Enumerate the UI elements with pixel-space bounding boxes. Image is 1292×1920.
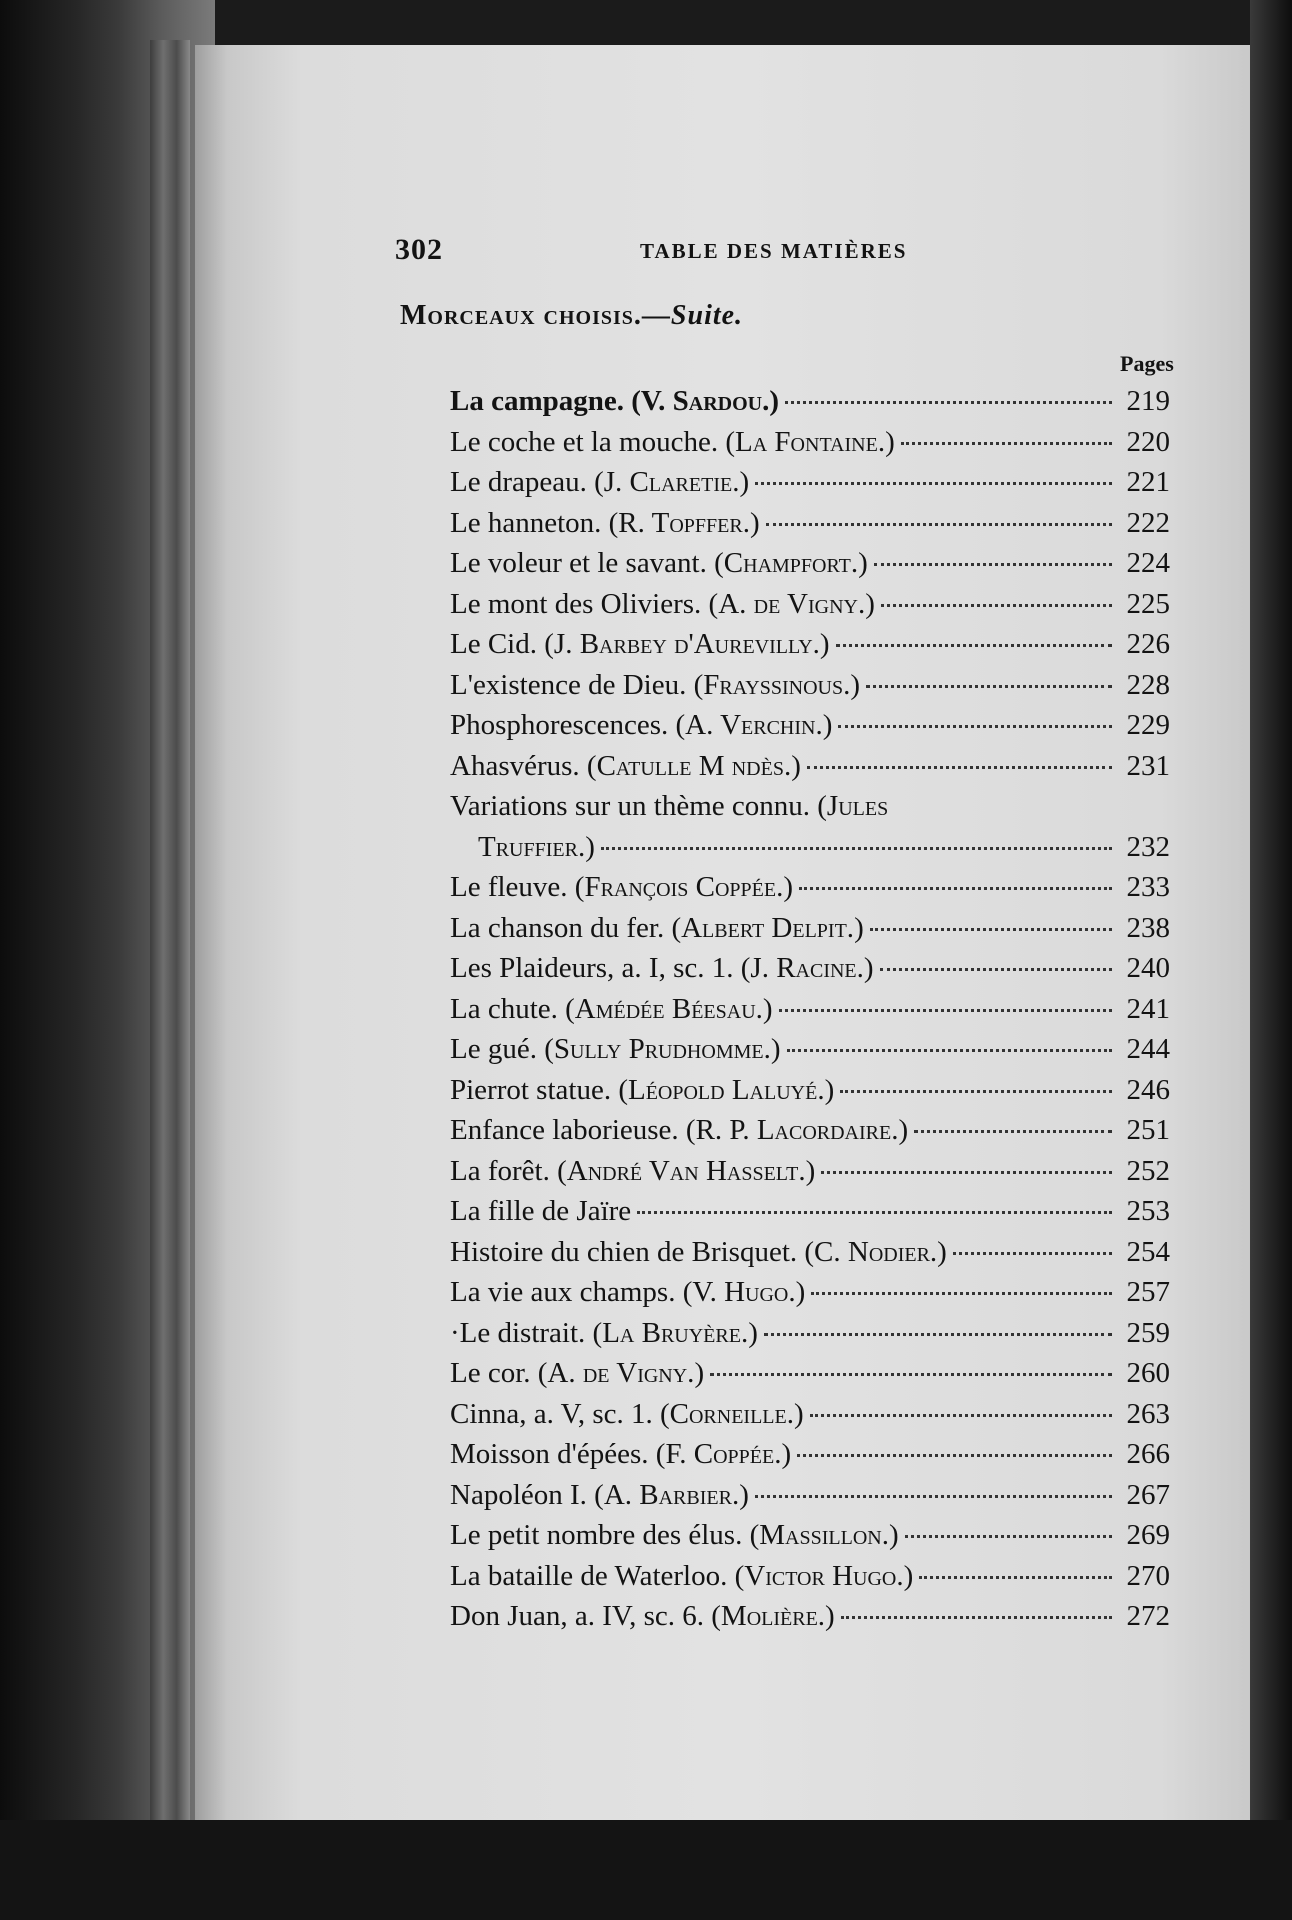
toc-entry-close: ) [762,992,773,1025]
toc-entry-page: 252 [1126,1154,1170,1187]
toc-entry-close: ) [819,628,830,660]
toc-entry-text: Le mont des Oliviers. ( [450,587,719,620]
toc-entry-page: 254 [1126,1235,1170,1268]
toc-entry-title [450,1434,791,1475]
toc-entry-author: Catulle M ndès. [596,749,792,782]
toc-entry-text: Pierrot statue. ( [450,1073,628,1106]
toc-entry-text: Le drapeau. ( [450,466,604,498]
dot-leader [755,481,1112,485]
toc-entry-title [450,786,888,827]
toc-entry [450,584,1170,625]
toc-entry-author: Léopold Laluyé. [627,1073,825,1106]
toc-entry [450,503,1170,544]
toc-entry-title [450,1191,631,1232]
toc-entry-page: 226 [1126,628,1170,660]
toc-entry-title [450,1313,758,1354]
toc-entry-text: Phosphorescences. ( [450,709,686,741]
toc-entry-title [450,503,760,544]
toc-entry [450,1029,1170,1070]
toc-entry-page: 257 [1126,1276,1170,1308]
toc-entry-author: C. Nodier. [814,1235,938,1268]
toc-entry-page: 219 [1126,385,1170,417]
toc-entry-title [450,746,801,787]
running-title: TABLE DES MATIÈRES [640,239,908,263]
dot-leader [881,603,1112,607]
dot-leader [710,1372,1112,1376]
toc-entry [450,1070,1170,1111]
toc-entry-author: Massillon. [759,1519,889,1551]
toc-entry-title [450,705,832,746]
toc-entry-page: 240 [1126,952,1170,984]
toc-entry-title [450,908,864,949]
dot-leader [840,1089,1112,1093]
toc-entry-page: 263 [1126,1397,1170,1430]
toc-entry-page: 233 [1126,871,1170,903]
toc-entry-text: Le gué. ( [450,1033,554,1065]
toc-entry-page: 228 [1126,668,1170,701]
toc-entry [450,422,1170,463]
toc-entry-close: ) [791,749,801,782]
toc-entry [450,1394,1170,1435]
toc-entry [450,1313,1170,1354]
toc-entry-title [450,543,868,584]
running-head [395,233,1175,283]
toc-entry-title [478,827,595,868]
toc-entry-close: ) [937,1235,947,1268]
toc-entry-title [450,1151,815,1192]
section-heading-suffix: Suite. [670,300,744,331]
toc-entry [450,1232,1170,1273]
toc-entry-page: 272 [1126,1600,1170,1632]
toc-entry-close: ) [854,911,864,944]
toc-entry-text: ·Le distrait. ( [450,1316,603,1349]
toc-entry [450,462,1170,503]
toc-entry-page: 229 [1126,709,1170,741]
toc-entry-page: 222 [1126,506,1170,539]
toc-entry [450,867,1170,908]
toc-entry-author: A. Verchin. [685,709,823,741]
toc-entry-author: Amédée Béesau. [574,992,763,1025]
toc-entry-author: Truffier. [478,830,586,863]
toc-entry-page: 253 [1126,1195,1170,1227]
page-number: 302 [395,233,443,266]
toc-entry-author: F. Coppée. [665,1438,782,1470]
toc-entry-close: ) [858,547,868,579]
dot-leader [797,1453,1112,1457]
dot-leader [799,886,1112,890]
toc-entry [450,705,1170,746]
toc-entry-page: 251 [1126,1114,1170,1146]
table-of-contents [450,381,1170,1637]
toc-entry-title [450,584,875,625]
toc-entry-text: La chanson du fer. ( [450,911,682,944]
toc-entry-text: La fille de Jaïre [450,1195,632,1227]
toc-entry-text: Le fleuve. ( [450,871,585,903]
toc-entry-author: Frayssinous. [703,668,851,701]
toc-entry-title [450,381,779,422]
toc-entry-page: 259 [1126,1316,1170,1349]
dot-leader [836,643,1112,647]
page-content [195,45,1267,1845]
dot-leader [764,1332,1112,1336]
toc-entry-author: J. Barbey d'Aurevilly. [553,628,820,660]
toc-entry-page: 266 [1126,1438,1170,1470]
toc-entry [450,827,1170,868]
toc-entry-author: André Van Hasselt. [566,1154,806,1187]
toc-entry-author: R. P. Lacordaire. [695,1114,899,1146]
toc-entry-page: 267 [1126,1478,1170,1511]
toc-entry [450,543,1170,584]
toc-entry-close: ) [783,871,794,903]
toc-entry-close: ) [769,385,780,417]
toc-entry-title [450,989,773,1030]
toc-entry-author: Albert Delpit. [681,911,855,944]
dot-leader [901,441,1112,445]
dot-leader [755,1494,1112,1498]
toc-entry-title [450,1596,835,1637]
toc-entry [450,1556,1170,1597]
toc-entry-text: Ahasvérus. ( [450,749,597,782]
toc-entry-close: ) [781,1438,792,1470]
toc-entry [450,1596,1170,1637]
toc-entry-page: 225 [1126,587,1170,620]
toc-entry-text: La bataille de Waterloo. ( [450,1559,745,1592]
toc-entry-author: Jules [826,790,889,822]
toc-entry [450,381,1170,422]
toc-entry [450,746,1170,787]
toc-entry-author: Sully Prudhomme. [553,1033,771,1065]
dot-leader [637,1210,1112,1214]
toc-entry-author: V. Sardou. [640,385,770,417]
toc-entry-close: ) [805,1154,816,1187]
toc-entry-text: La vie aux champs. ( [450,1276,693,1308]
toc-entry-page: 220 [1126,425,1170,458]
dot-leader [953,1251,1112,1255]
toc-entry-text: Les Plaideurs, a. I, sc. 1. ( [450,952,751,984]
toc-entry-page: 269 [1126,1519,1170,1551]
toc-entry [450,1475,1170,1516]
toc-entry-text: Variations sur un thème connu. ( [450,790,827,822]
toc-entry-page: 238 [1126,911,1170,944]
toc-entry-page: 260 [1126,1357,1170,1389]
toc-entry-title [450,1353,704,1394]
dot-leader [919,1575,1112,1579]
toc-entry-title [450,624,830,665]
toc-entry-title [450,1394,804,1435]
toc-entry-close: ) [794,1397,804,1430]
toc-entry-page: 221 [1126,466,1170,498]
toc-entry-close: ) [885,425,895,458]
dot-leader [787,1048,1112,1052]
dot-leader [601,846,1112,850]
toc-entry-author: Corneille. [669,1397,794,1430]
dot-leader [810,1413,1112,1417]
toc-entry-title [450,1070,834,1111]
toc-entry-author: La Bruyère. [602,1316,749,1349]
toc-entry-close: ) [748,1316,758,1349]
toc-entry-author: R. Topffer. [618,506,750,539]
toc-entry-title [450,867,793,908]
toc-entry-title [450,1029,781,1070]
toc-entry-title [450,948,874,989]
dot-leader [841,1615,1112,1619]
toc-entry-title [450,462,749,503]
toc-entry [450,948,1170,989]
toc-entry-title [450,422,895,463]
toc-entry-title [450,1110,908,1151]
right-margin-shadow [1250,0,1292,1920]
dot-leader [880,967,1112,971]
dot-leader [874,562,1112,566]
toc-entry-text: La chute. ( [450,992,575,1025]
toc-entry [450,989,1170,1030]
toc-entry-close: ) [865,587,875,620]
dot-leader [866,684,1112,688]
toc-entry-author: A. de Vigny. [718,587,866,620]
dot-leader [811,1291,1112,1295]
toc-entry-close: ) [739,466,750,498]
dot-leader [807,765,1112,769]
toc-entry-author: Champfort. [723,547,859,579]
dot-leader [905,1534,1112,1538]
toc-entry-page: 244 [1126,1033,1170,1065]
toc-entry-close: ) [770,1033,781,1065]
toc-entry-page: 241 [1126,992,1170,1025]
toc-entry [450,1353,1170,1394]
dot-leader [785,400,1112,404]
toc-entry-author: A. Barbier. [603,1478,740,1511]
toc-entry-text: L'existence de Dieu. ( [450,668,704,701]
toc-entry-close: ) [850,668,861,701]
toc-entry-close: ) [825,1600,835,1632]
book-spine [0,0,215,1920]
toc-entry [450,1151,1170,1192]
toc-entry [450,624,1170,665]
toc-entry-text: La forêt. ( [450,1154,567,1187]
toc-entry-author: V. Hugo. [692,1276,796,1308]
toc-entry-title [450,1556,913,1597]
toc-entry-close: ) [795,1276,806,1308]
toc-entry-title [450,1475,749,1516]
toc-entry-close: ) [888,1519,899,1551]
toc-entry-author: Victor Hugo. [744,1559,904,1592]
toc-entry-text: Histoire du chien de Brisquet. ( [450,1235,815,1268]
toc-entry [450,786,1170,827]
toc-entry-page: 246 [1126,1073,1170,1106]
toc-entry-text: Le petit nombre des élus. ( [450,1519,760,1551]
bottom-shadow [0,1820,1292,1920]
dot-leader [779,1008,1112,1012]
toc-entry-text: Napoléon I. ( [450,1478,604,1511]
toc-entry-close: ) [903,1559,914,1592]
toc-entry-close: ) [824,1073,835,1106]
toc-entry-text: Don Juan, a. IV, sc. 6. ( [450,1600,721,1632]
toc-entry-text: Le coche et la mouche. ( [450,425,736,458]
dot-leader [838,724,1112,728]
dot-leader [870,927,1112,931]
toc-entry-text: Le hanneton. ( [450,506,619,539]
dot-leader [821,1170,1112,1174]
toc-entry-close: ) [694,1357,705,1389]
toc-entry-page: 224 [1126,547,1170,579]
toc-entry-text: Cinna, a. V, sc. 1. ( [450,1397,670,1430]
book-page [195,45,1267,1845]
toc-entry-text: Le cor. ( [450,1357,548,1389]
toc-entry-author: A. de Vigny. [547,1357,695,1389]
section-heading-text: Morceaux choisis.— [400,300,671,331]
toc-entry [450,908,1170,949]
toc-entry-title [450,1232,947,1273]
toc-entry-close: ) [822,709,833,741]
toc-entry-text: Le Cid. ( [450,628,554,660]
toc-entry [450,1434,1170,1475]
toc-entry-text: Enfance laborieuse. ( [450,1114,696,1146]
dot-leader [766,522,1112,526]
toc-entry-author: François Coppée. [584,871,784,903]
toc-entry-text: Le voleur et le savant. ( [450,547,724,579]
toc-entry-text: Moisson d'épées. ( [450,1438,666,1470]
toc-entry-author: J. Racine. [750,952,864,984]
toc-entry-text: La campagne. ( [450,385,641,417]
toc-entry-title [450,1272,805,1313]
toc-entry [450,1515,1170,1556]
toc-entry-close: ) [898,1114,909,1146]
toc-entry [450,1110,1170,1151]
pages-column-label: Pages [1120,351,1174,376]
toc-entry-author: J. Claretie. [603,466,740,498]
toc-entry-title [450,1515,899,1556]
toc-entry-close: ) [863,952,874,984]
toc-entry-page: 232 [1126,830,1170,863]
toc-entry-title [450,665,860,706]
toc-entry [450,665,1170,706]
toc-entry [450,1272,1170,1313]
section-heading [400,300,743,332]
toc-entry-close: ) [739,1478,749,1511]
toc-entry [450,1191,1170,1232]
toc-entry-close: ) [749,506,760,539]
toc-entry-author: Molière. [720,1600,826,1632]
toc-entry-close: ) [585,830,595,863]
page-edges [150,40,190,1840]
toc-entry-page: 231 [1126,749,1170,782]
toc-entry-page: 270 [1126,1559,1170,1592]
dot-leader [914,1129,1112,1133]
toc-entry-author: La Fontaine. [735,425,886,458]
